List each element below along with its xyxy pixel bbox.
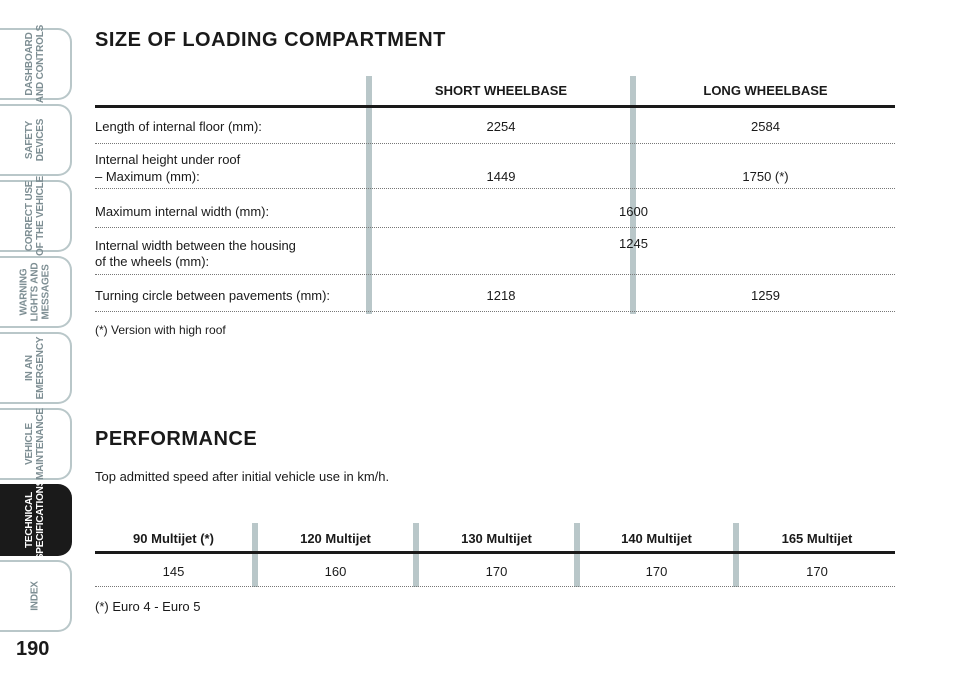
- row-divider: [95, 274, 895, 275]
- speed-value: 170: [645, 564, 668, 579]
- value-short: 1449: [486, 169, 516, 184]
- speed-value: 145: [162, 564, 185, 579]
- performance-footnote: (*) Euro 4 - Euro 5: [95, 599, 201, 614]
- row-label: – Maximum (mm):: [95, 169, 200, 184]
- header-rule: [95, 105, 895, 108]
- speed-value: 170: [806, 564, 828, 579]
- tab-vehicle-maintenance[interactable]: VEHICLE MAINTENANCE: [0, 408, 72, 480]
- loading-compartment-table: [95, 76, 895, 316]
- value-short: 1218: [486, 288, 516, 303]
- header-long-wheelbase: LONG WHEELBASE: [703, 83, 828, 98]
- speed-value: 170: [485, 564, 508, 579]
- value-short: 2254: [486, 119, 516, 134]
- performance-title: PERFORMANCE: [95, 428, 258, 450]
- row-divider: [95, 227, 895, 228]
- row-label: Internal height under roof: [95, 152, 241, 167]
- header-short-wheelbase: SHORT WHEELBASE: [434, 83, 568, 98]
- engine-header: 140 Multijet: [621, 531, 692, 546]
- loading-compartment-title: SIZE OF LOADING COMPARTMENT: [95, 29, 446, 51]
- value-long: 2584: [751, 119, 780, 134]
- tab-in-an-emergency[interactable]: IN AN EMERGENCY: [0, 332, 72, 404]
- value-long: 1750 (*): [742, 169, 789, 184]
- tab-safety-devices[interactable]: SAFETY DEVICES: [0, 104, 72, 176]
- row-label: Maximum internal width (mm):: [95, 204, 270, 219]
- engine-header: 130 Multijet: [461, 531, 532, 546]
- performance-table: [95, 523, 895, 589]
- header-rule: [95, 551, 895, 554]
- engine-header: 90 Multijet (*): [133, 531, 214, 546]
- performance-intro: Top admitted speed after initial vehicle use in km/h.: [95, 469, 390, 484]
- row-label: of the wheels (mm):: [95, 254, 210, 269]
- tab-warning-lights[interactable]: WARNING LIGHTS AND MESSAGES: [0, 256, 72, 328]
- row-divider: [95, 143, 895, 144]
- speed-value: 160: [324, 564, 347, 579]
- row-label: Internal width between the housing: [95, 238, 296, 253]
- value-both: 1245: [619, 236, 648, 251]
- row-divider: [95, 311, 895, 312]
- tab-correct-use[interactable]: CORRECT USE OF THE VEHICLE: [0, 180, 72, 252]
- tab-dashboard-and-controls[interactable]: DASHBOARD AND CONTROLS: [0, 28, 72, 100]
- tab-index[interactable]: INDEX: [0, 560, 72, 632]
- value-both: 1600: [619, 204, 648, 219]
- column-divider: [630, 76, 636, 314]
- row-divider: [95, 188, 895, 189]
- row-label: Length of internal floor (mm):: [95, 119, 262, 134]
- page-number: 190: [16, 638, 50, 660]
- tab-technical-specifications[interactable]: TECHNICAL SPECIFICATIONS: [0, 484, 72, 556]
- engine-header: 120 Multijet: [300, 531, 371, 546]
- loading-footnote: (*) Version with high roof: [95, 323, 226, 337]
- engine-header: 165 Multijet: [781, 531, 853, 546]
- row-label: Turning circle between pavements (mm):: [95, 288, 331, 303]
- column-divider: [366, 76, 372, 314]
- value-long: 1259: [751, 288, 780, 303]
- row-divider: [95, 586, 895, 587]
